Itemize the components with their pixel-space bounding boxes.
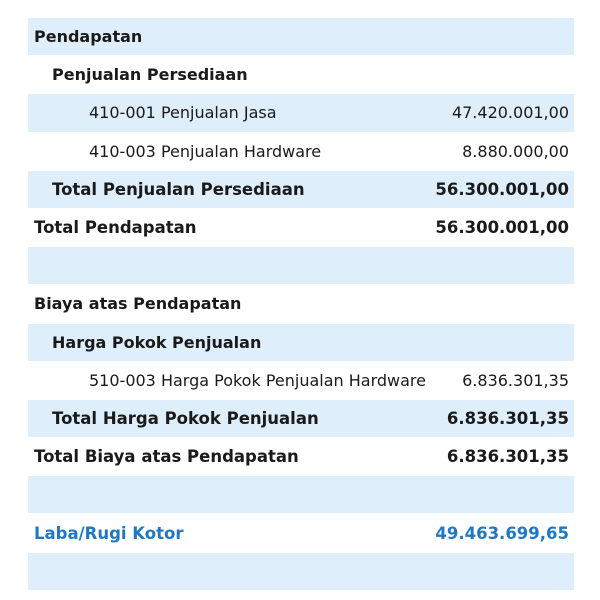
cost-of-revenue-header-label: Biaya atas Pendapatan bbox=[34, 294, 242, 314]
account-label: 410-003 Penjualan Hardware bbox=[89, 141, 322, 161]
spacer-row bbox=[28, 476, 574, 514]
gross-profit-label: Laba/Rugi Kotor bbox=[34, 523, 184, 543]
account-label: 410-001 Penjualan Jasa bbox=[89, 103, 277, 123]
revenue-section-header bbox=[28, 18, 574, 56]
cogs-total-row bbox=[28, 400, 574, 438]
sales-inventory-total-row bbox=[28, 171, 574, 209]
gross-profit-row bbox=[28, 514, 574, 552]
sales-inventory-total-amount: 56.300.001,00 bbox=[435, 179, 569, 199]
spacer-row bbox=[28, 247, 574, 285]
sales-inventory-group-label: Penjualan Persediaan bbox=[52, 65, 248, 85]
cost-of-revenue-section-header bbox=[28, 285, 574, 323]
cost-of-revenue-total-amount: 6.836.301,35 bbox=[446, 447, 569, 467]
cost-of-revenue-total-row bbox=[28, 438, 574, 476]
account-amount: 6.836.301,35 bbox=[462, 370, 569, 390]
account-label: 510-003 Harga Pokok Penjualan Hardware bbox=[89, 370, 426, 390]
profit-loss-report bbox=[28, 18, 574, 591]
account-row-410-003[interactable] bbox=[28, 133, 574, 171]
cogs-group-header bbox=[28, 324, 574, 362]
cogs-group-label: Harga Pokok Penjualan bbox=[52, 332, 262, 352]
account-row-410-001[interactable] bbox=[28, 94, 574, 132]
cogs-total-label: Total Harga Pokok Penjualan bbox=[52, 408, 319, 428]
spacer-row bbox=[28, 553, 574, 591]
gross-profit-amount: 49.463.699,65 bbox=[435, 523, 569, 543]
sales-inventory-total-label: Total Penjualan Persediaan bbox=[52, 179, 305, 199]
cogs-total-amount: 6.836.301,35 bbox=[446, 408, 569, 428]
account-amount: 47.420.001,00 bbox=[451, 103, 569, 123]
account-row-510-003[interactable] bbox=[28, 362, 574, 400]
revenue-total-amount: 56.300.001,00 bbox=[435, 218, 569, 238]
revenue-total-row bbox=[28, 209, 574, 247]
cost-of-revenue-total-label: Total Biaya atas Pendapatan bbox=[34, 447, 299, 467]
account-amount: 8.880.000,00 bbox=[462, 141, 569, 161]
sales-inventory-group-header bbox=[28, 56, 574, 94]
revenue-header-label: Pendapatan bbox=[34, 27, 143, 47]
revenue-total-label: Total Pendapatan bbox=[34, 218, 197, 238]
